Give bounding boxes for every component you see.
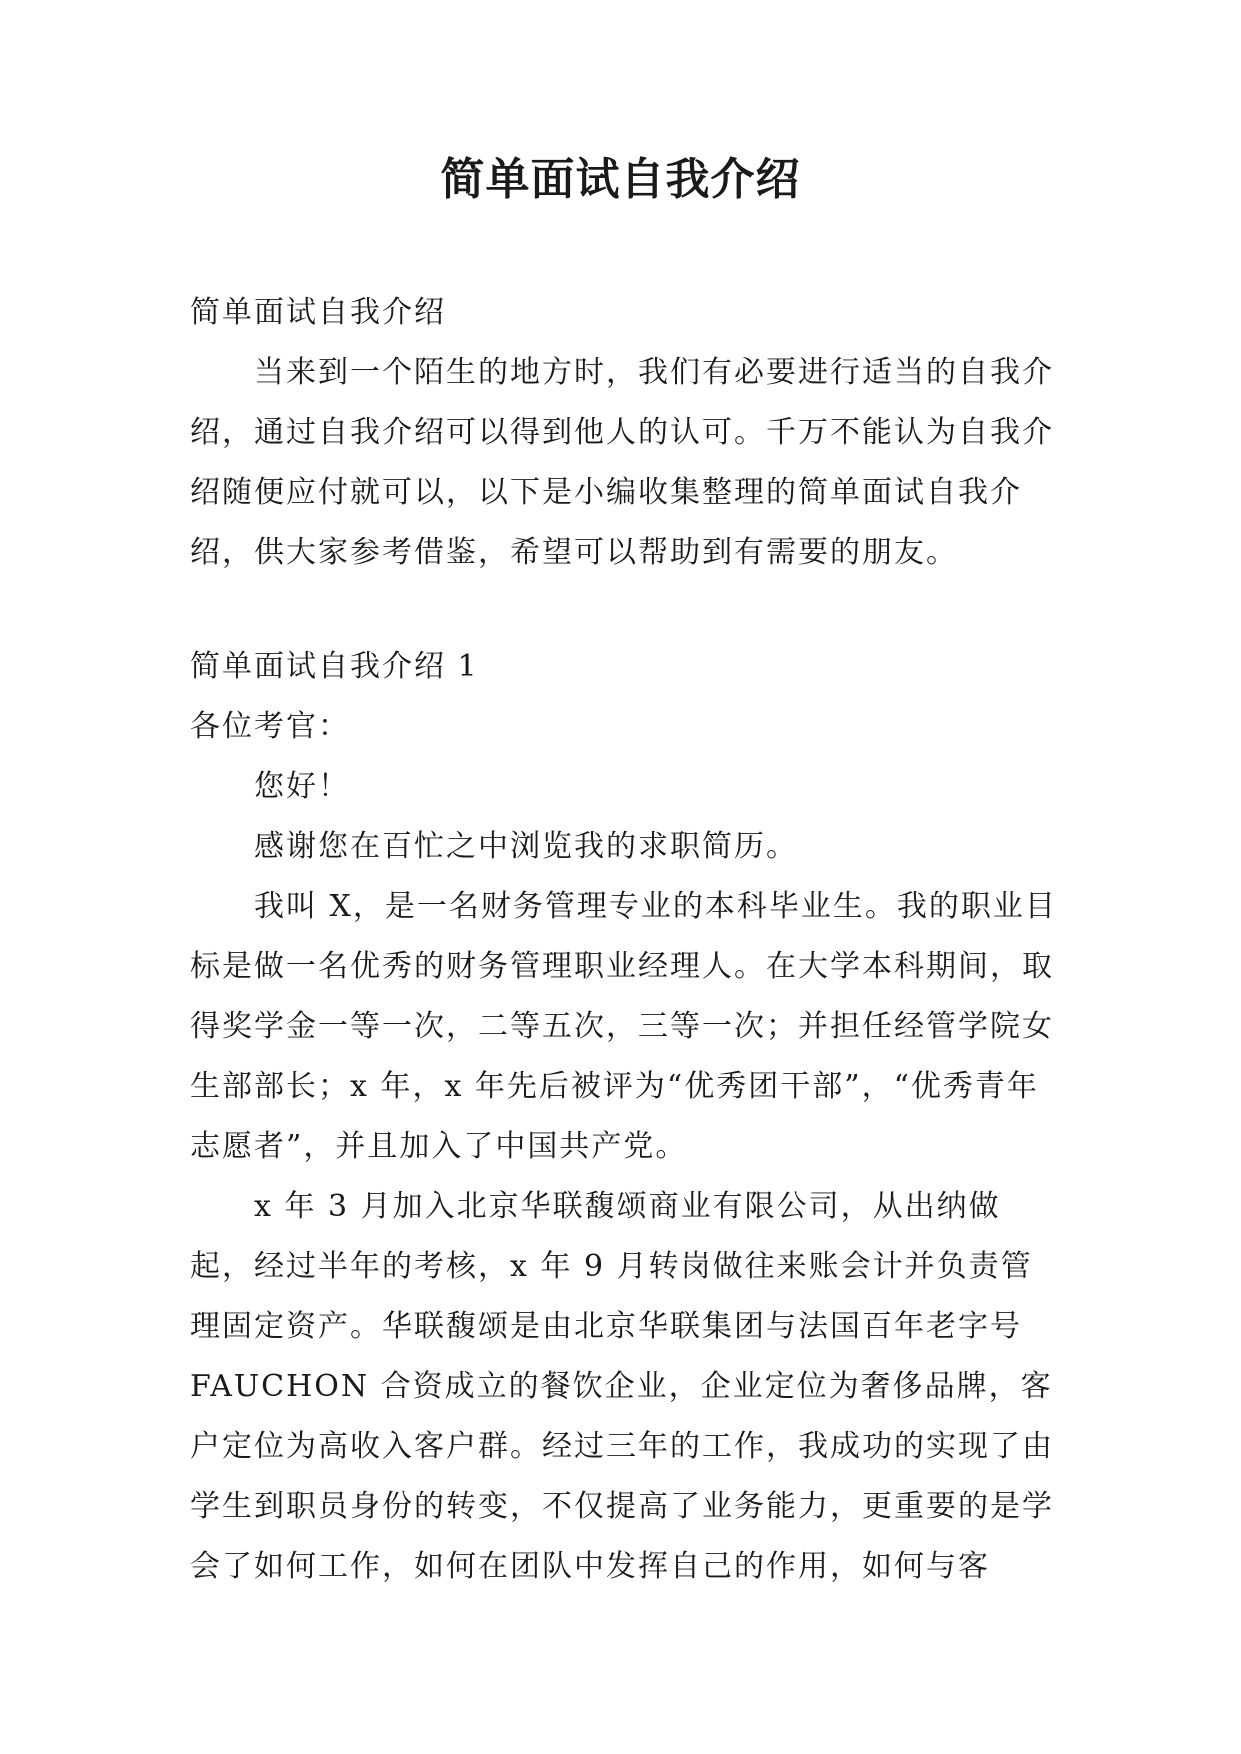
self-intro-paragraph: 我叫 X，是一名财务管理专业的本科毕业生。我的职业目标是做一名优秀的财务管理职业经理人。在大学本科期间，取得奖学金一等一次，二等五次，三等一次；并担任经管学院女生部部长；x 年，x 年先后被评为“优秀团干部”，“优秀青年志愿者”，并且加入了中国共产党。	[190, 889, 1057, 1164]
greeting: 您好！	[254, 769, 350, 804]
document-body	[190, 283, 1060, 1597]
section-heading-1: 简单面试自我介绍 1	[190, 649, 479, 684]
work-experience-paragraph: x 年 3 月加入北京华联馥颂商业有限公司，从出纳做起，经过半年的考核，x 年 9 月转岗做往来账会计并负责管理固定资产。华联馥颂是由北京华联集团与法国百年老字号 FAUCHON 合资成立的餐饮企业，企业定位为奢侈品牌，客户定位为高收入客户群。经过三年的工作，我成功的实现了由学生到职员身份的转变，不仅提高了业务能力，更重要的是学会了如何工作，如何在团队中发挥自己的作用，如何与客	[190, 1189, 1054, 1584]
section-heading: 简单面试自我介绍	[190, 295, 446, 330]
intro-paragraph: 当来到一个陌生的地方时，我们有必要进行适当的自我介绍，通过自我介绍可以得到他人的认可。千万不能认为自我介绍随便应付就可以，以下是小编收集整理的简单面试自我介绍，供大家参考借鉴，希望可以帮助到有需要的朋友。	[190, 355, 1054, 570]
salutation: 各位考官：	[190, 709, 350, 744]
thanks-paragraph: 感谢您在百忙之中浏览我的求职简历。	[254, 829, 798, 864]
document-title: 简单面试自我介绍	[440, 154, 801, 205]
